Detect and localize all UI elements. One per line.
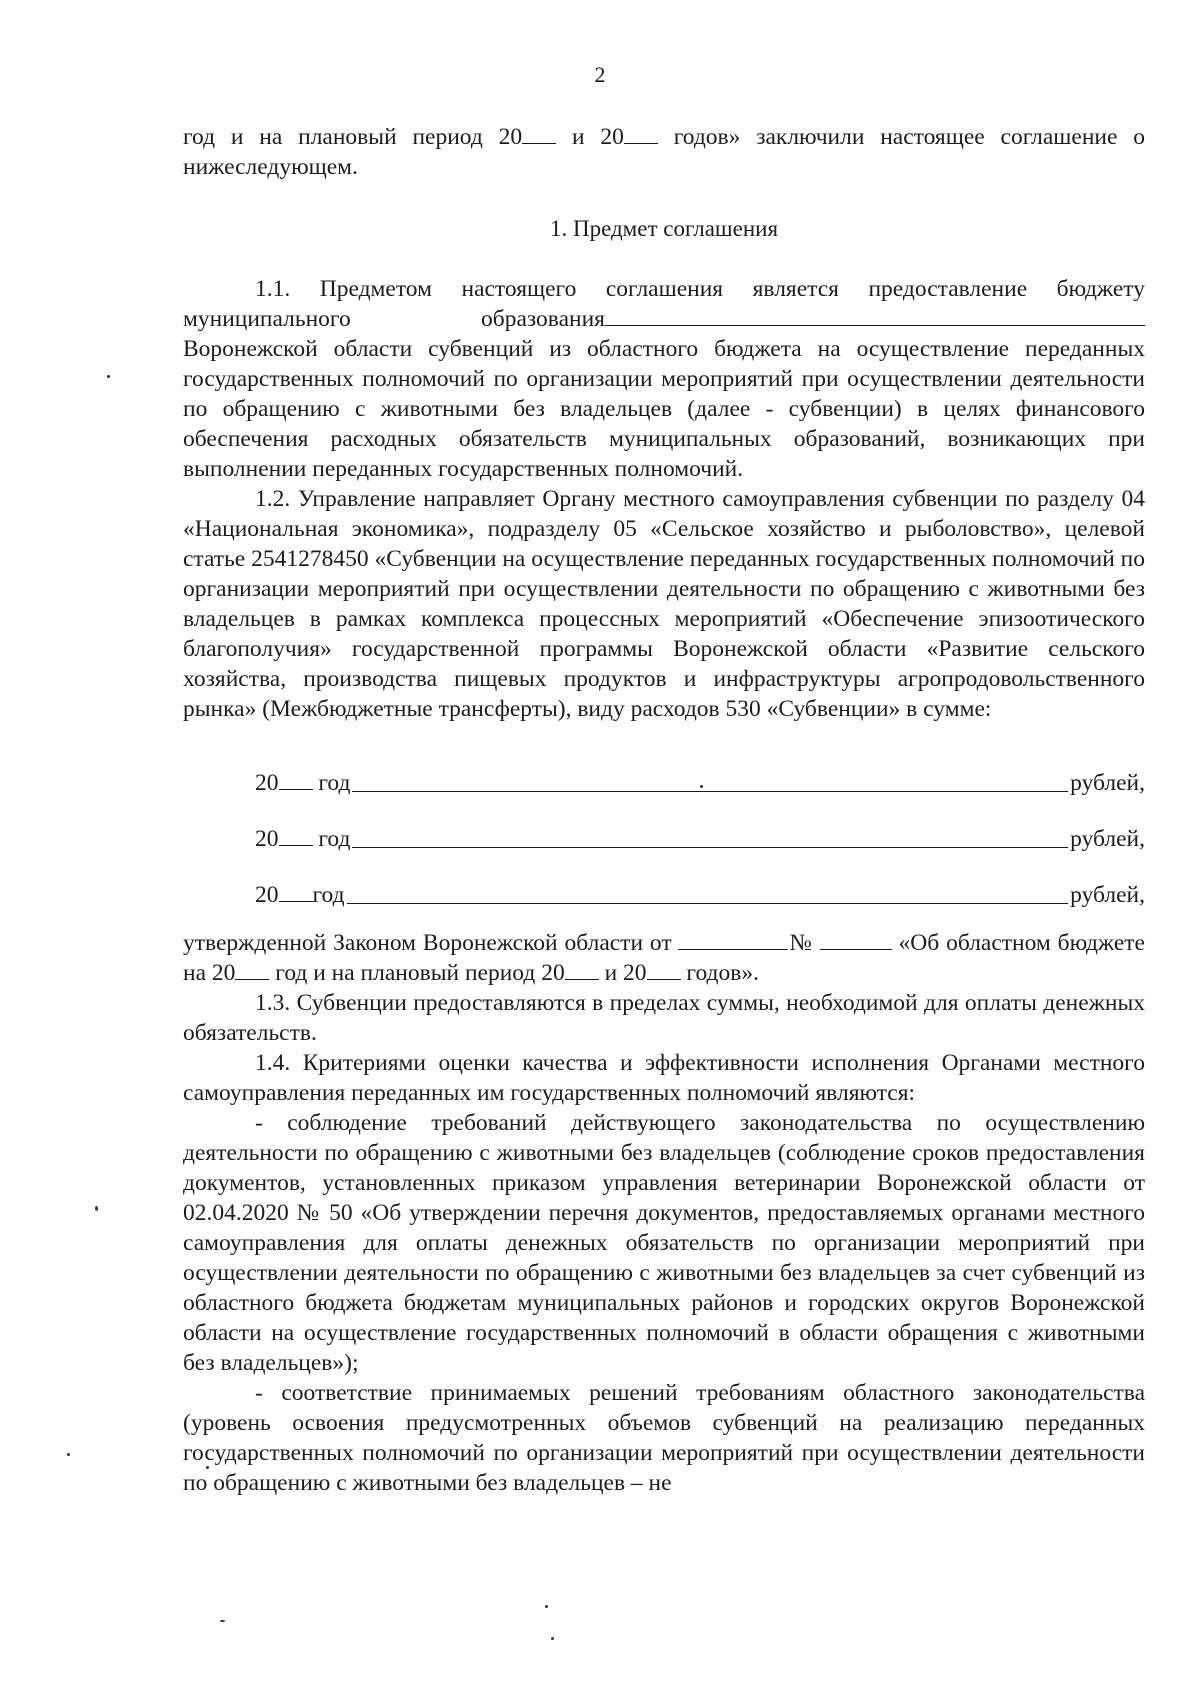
sum-unit: рублей, [1070, 770, 1145, 796]
intro-text-1: год и на плановый период 20 [183, 124, 523, 150]
scan-speck [545, 1605, 548, 1608]
sum-year: 20 год [255, 826, 351, 852]
year-blank [647, 959, 681, 980]
sum-unit: рублей, [1070, 882, 1145, 908]
intro-text-3: годов» заключили настоящее соглашение о нижеследующем. [183, 124, 1145, 180]
year-blank [624, 123, 658, 144]
number-blank [820, 929, 892, 950]
amount-blank [347, 903, 1069, 904]
paragraph-1-4: 1.4. Критериями оценки качества и эффективности исполнения Органами местного самоуправления переданных им государственных полномочий являются: [183, 1050, 1145, 1106]
law-text-1: утвержденной Законом Воронежской области от [183, 930, 679, 956]
year-blank [279, 881, 313, 902]
intro-text-2: и 20 [556, 124, 624, 150]
municipality-blank [605, 305, 1145, 326]
paragraph-1-1-text-1: 1.1. Предметом настоящего соглашения является предоставление бюджету муниципального образования [183, 276, 1145, 332]
paragraph-1-3: 1.3. Субвенции предоставляются в пределах суммы, необходимой для оплаты денежных обязательств. [183, 990, 1145, 1046]
criterion-1: - соблюдение требований действующего законодательства по осуществлению деятельности по обращению с животными без владельцев (соблюдение сроков предоставления документов, установленных приказом управления ветеринарии Воронежской области от 02.04.2020 № 50 «Об утверждении перечня документов, предоставляемых органами местного самоуправления для оплаты денежных обязательств по организации мероприятий при осуществлении деятельности по обращению с животными без владельцев за счет субвенций из областного бюджета бюджетам муниципальных районов и городских округов Воронежской области на осуществление государственных полномочий в области обращения с животными без владельцев»); [183, 1110, 1145, 1376]
sum-row [255, 798, 1145, 854]
sum-row [255, 854, 1145, 910]
year-blank [522, 123, 556, 144]
law-text-2: № [788, 930, 820, 956]
law-text-3: «Об областном бюджете на 20 [183, 930, 1145, 986]
year-blank [565, 959, 599, 980]
law-text-5: и 20 [598, 960, 647, 986]
paragraph-1-1 [183, 274, 1145, 484]
page-number: 2 [594, 62, 606, 87]
paragraph-1-2: 1.2. Управление направляет Органу местного самоуправления субвенции по разделу 04 «Национальная экономика», подразделу 05 «Сельское хозяйство и рыболовство», целевой статье 2541278450 «Субвенции на осуществление переданных государственных полномочий по организации мероприятий при осуществлении деятельности по обращению с животными без владельцев в рамках комплекса процессных мероприятий «Обеспечение эпизоотического благополучия» государственной программы Воронежской области «Развитие сельского хозяйства, производства пищевых продуктов и инфраструктуры агропродовольственного рынка» (Межбюджетные трансферты), виду расходов 530 «Субвенции» в сумме: [183, 486, 1145, 722]
sum-row [255, 742, 1145, 798]
section-title: 1. Предмет соглашения [549, 216, 779, 241]
sum-list [255, 742, 1145, 910]
date-blank [678, 929, 788, 950]
intro-paragraph [183, 122, 1145, 182]
amount-blank [352, 847, 1068, 848]
year-blank [279, 825, 313, 846]
law-reference [183, 928, 1145, 988]
criterion-2: - соответствие принимаемых решений требованиям областного законодательства (уровень освоения предусмотренных объемов субвенций на реализацию переданных государственных полномочий по организации мероприятий при осуществлении деятельности по обращению с животными без владельцев – не [183, 1380, 1145, 1496]
law-text-4: год и на плановый период 20 [269, 960, 565, 986]
scan-speck [220, 1620, 225, 1622]
scan-speck [206, 1466, 209, 1469]
document-body [183, 122, 1145, 1498]
sum-year: 20 год [255, 882, 345, 908]
sum-unit: рублей, [1070, 826, 1145, 852]
scan-speck [95, 1206, 98, 1211]
scan-speck [107, 375, 110, 378]
scan-speck [67, 1453, 70, 1456]
sum-year: 20 год [255, 770, 351, 796]
law-text-6: годов». [680, 960, 759, 986]
paragraph-1-1-text-2: Воронежской области субвенций из областного бюджета на осуществление переданных государственных полномочий по организации мероприятий при осуществлении деятельности по обращению с животными без владельцев (далее - субвенции) в целях финансового обеспечения расходных обязательств муниципальных образований, возникающих при выполнении переданных государственных полномочий. [183, 336, 1145, 482]
year-blank [279, 769, 313, 790]
amount-blank [352, 791, 1068, 792]
year-blank [235, 959, 269, 980]
scan-speck [700, 785, 703, 788]
scan-speck [551, 1637, 554, 1640]
